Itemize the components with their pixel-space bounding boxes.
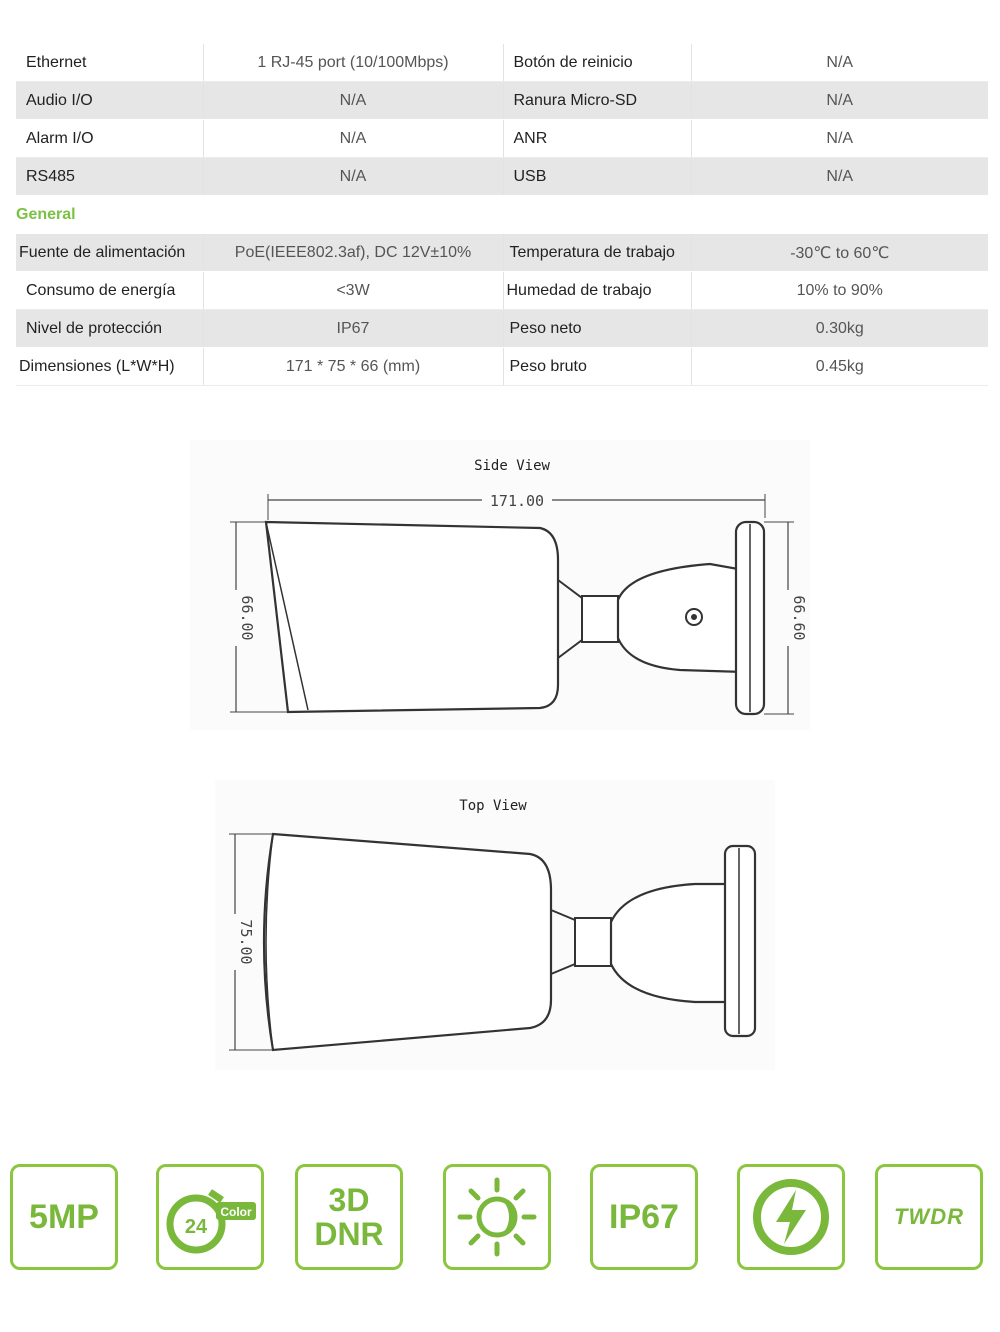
table-row — [16, 120, 988, 158]
badge-24-color — [156, 1164, 264, 1270]
badge-3d-dnr — [295, 1164, 403, 1270]
spec-value: 171 * 75 * 66 (mm) — [203, 348, 503, 386]
spec-value: <3W — [203, 272, 503, 310]
table-row — [16, 234, 988, 272]
spec-value: N/A — [203, 158, 503, 196]
badge-power — [737, 1164, 845, 1270]
badge-dnr-line: DNR — [314, 1216, 384, 1252]
side-view-title: Side View — [474, 458, 550, 474]
spec-value: N/A — [691, 44, 988, 82]
badge-day-night — [443, 1164, 551, 1270]
side-view-drawing — [190, 440, 810, 730]
badge-ip67-label: IP67 — [609, 1198, 679, 1236]
spec-label: Fuente de alimentación — [16, 234, 203, 272]
badge-twdr-label: TWDR — [894, 1204, 964, 1229]
spec-label: Alarm I/O — [16, 120, 203, 158]
badge-twdr — [875, 1164, 983, 1270]
badge-ip67 — [590, 1164, 698, 1270]
spec-table — [16, 44, 988, 386]
sun-moon-icon — [452, 1172, 542, 1262]
badge-5mp — [10, 1164, 118, 1270]
badge-color-label: Color — [220, 1205, 252, 1219]
spec-label: Botón de reinicio — [503, 44, 691, 82]
badge-5mp-label: 5MP — [29, 1198, 99, 1236]
badge-3d-line: 3D — [328, 1182, 370, 1218]
spec-value: 1 RJ-45 port (10/100Mbps) — [203, 44, 503, 82]
spec-value: 10% to 90% — [691, 272, 988, 310]
base-height-dimension: 66.60 — [790, 595, 808, 641]
spec-label: Ranura Micro-SD — [503, 82, 691, 120]
spec-label: Dimensiones (L*W*H) — [16, 348, 203, 386]
spec-value: N/A — [691, 120, 988, 158]
clock-icon — [160, 1172, 260, 1262]
section-header-row — [16, 196, 988, 235]
spec-value: N/A — [691, 82, 988, 120]
section-title: General — [16, 196, 988, 235]
spec-label: Nivel de protección — [16, 310, 203, 348]
badge-24-label: 24 — [184, 1216, 208, 1238]
top-view-drawing — [215, 780, 775, 1070]
spec-label: Peso bruto — [503, 348, 691, 386]
spec-value: PoE(IEEE802.3af), DC 12V±10% — [203, 234, 503, 272]
spec-value: IP67 — [203, 310, 503, 348]
spec-label: Humedad de trabajo — [503, 272, 691, 310]
spec-value: N/A — [203, 120, 503, 158]
badge-3d-dnr-label — [314, 1183, 383, 1251]
spec-label: Consumo de energía — [16, 272, 203, 310]
spec-label: USB — [503, 158, 691, 196]
table-row — [16, 158, 988, 196]
spec-label: Temperatura de trabajo — [503, 234, 691, 272]
table-row — [16, 44, 988, 82]
spec-value: -30℃ to 60℃ — [691, 234, 988, 272]
top-view-title: Top View — [459, 798, 527, 814]
spec-label: Ethernet — [16, 44, 203, 82]
top-width-dimension: 75.00 — [237, 919, 255, 965]
spec-value: 0.45kg — [691, 348, 988, 386]
feature-badges — [0, 1160, 1000, 1280]
spec-label: ANR — [503, 120, 691, 158]
table-row — [16, 82, 988, 120]
spec-label: RS485 — [16, 158, 203, 196]
spec-value: N/A — [203, 82, 503, 120]
table-row — [16, 272, 988, 310]
table-row — [16, 310, 988, 348]
spec-label: Audio I/O — [16, 82, 203, 120]
table-row — [16, 348, 988, 386]
side-height-dimension: 66.00 — [238, 595, 256, 641]
lightning-bolt-icon — [746, 1172, 836, 1262]
spec-value: N/A — [691, 158, 988, 196]
spec-value: 0.30kg — [691, 310, 988, 348]
spec-label: Peso neto — [503, 310, 691, 348]
side-length-dimension: 171.00 — [489, 492, 545, 510]
